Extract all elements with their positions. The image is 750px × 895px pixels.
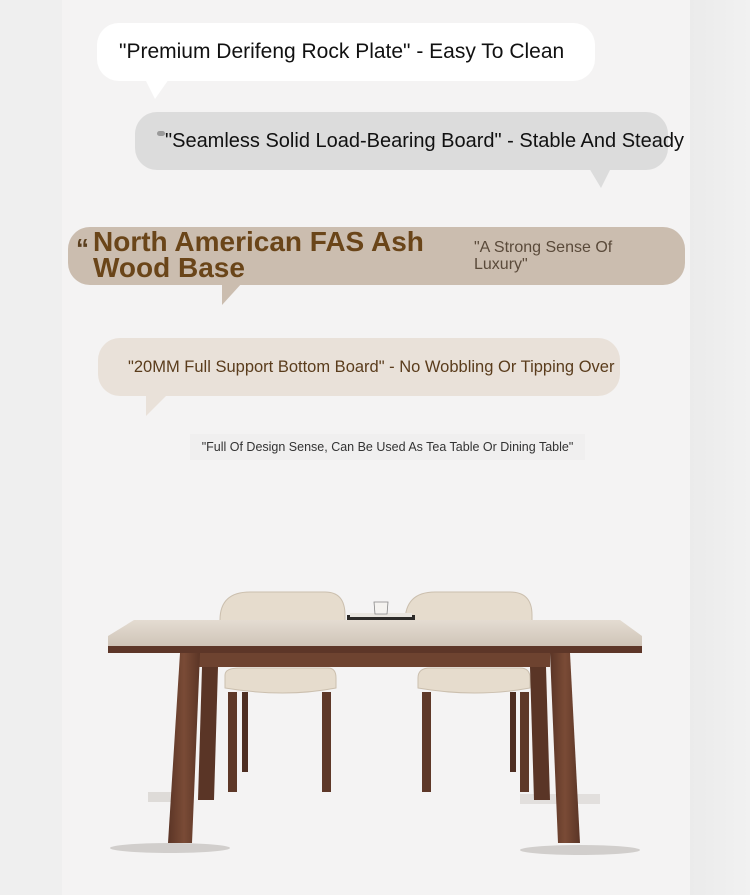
design-caption: "Full Of Design Sense, Can Be Used As Tea Table Or Dining Table" bbox=[190, 434, 585, 460]
speech-bubble-load-bearing bbox=[135, 112, 684, 170]
speech-bubble-support-board bbox=[98, 338, 620, 396]
luxury-text: "A Strong Sense Of Luxury" bbox=[474, 239, 613, 273]
bubble-tail bbox=[146, 394, 168, 416]
rock-plate-text: "Premium Derifeng Rock Plate" - Easy To Clean bbox=[119, 40, 565, 63]
speech-bubble-rock-plate bbox=[97, 23, 595, 81]
dining-table-image bbox=[100, 560, 650, 870]
decor-dot bbox=[157, 131, 165, 136]
speech-bubble-ash-base bbox=[68, 227, 685, 285]
bubble-tail bbox=[145, 79, 169, 99]
bubble-tail bbox=[589, 168, 611, 188]
bubble-tail bbox=[222, 283, 242, 305]
load-bearing-text: "Seamless Solid Load-Bearing Board" - Stable And Steady bbox=[165, 129, 684, 152]
right-margin bbox=[690, 0, 750, 895]
support-board-text: "20MM Full Support Bottom Board" - No Wobbling Or Tipping Over bbox=[128, 357, 615, 376]
ash-base-title: North American FAS Ash Wood Base bbox=[93, 226, 424, 283]
quote-mark: “ bbox=[76, 233, 89, 263]
